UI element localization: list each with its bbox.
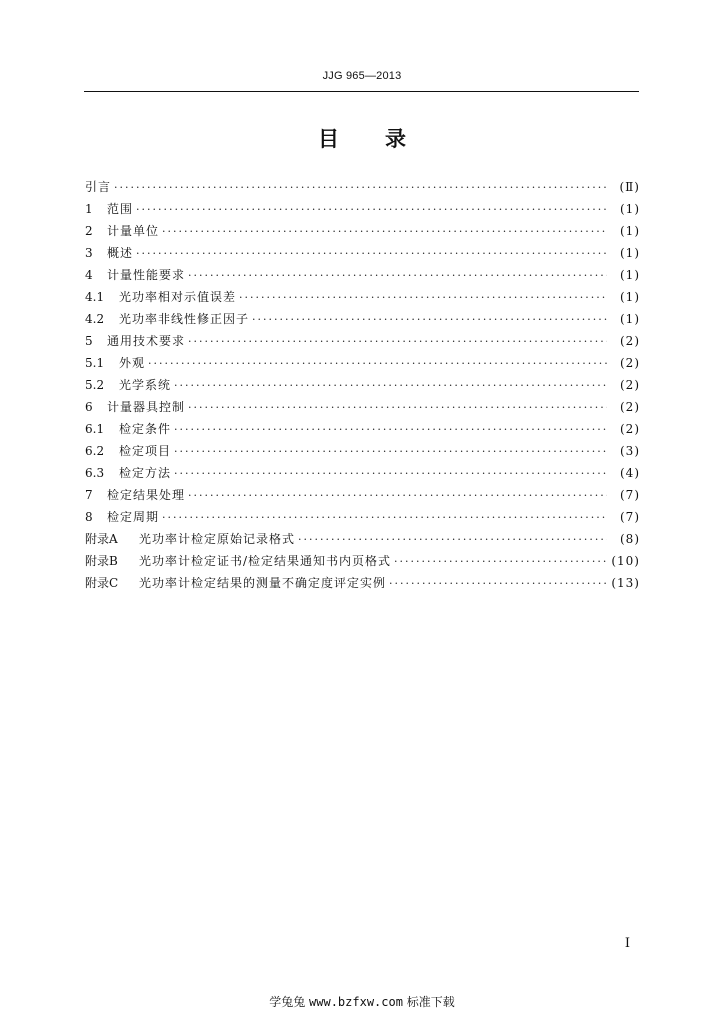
toc-entry[interactable] bbox=[85, 242, 640, 264]
toc-entry-page: (1) bbox=[620, 268, 640, 282]
toc-entry-number: 5.2 bbox=[85, 378, 105, 392]
toc-list bbox=[85, 176, 640, 594]
toc-entry-label: 检定条件 bbox=[119, 422, 172, 436]
toc-entry-page: (1) bbox=[620, 246, 640, 260]
toc-entry-page: (8) bbox=[620, 532, 640, 546]
toc-entry[interactable] bbox=[85, 330, 640, 352]
toc-leader-dots bbox=[174, 419, 607, 441]
toc-entry-page: (2) bbox=[620, 334, 640, 348]
toc-entry-number: 8 bbox=[85, 510, 93, 524]
toc-entry[interactable] bbox=[85, 484, 640, 506]
toc-entry-page: (1) bbox=[620, 202, 640, 216]
toc-entry-label: 范围 bbox=[107, 202, 134, 216]
toc-entry[interactable] bbox=[85, 198, 640, 220]
toc-leader-dots bbox=[162, 507, 607, 529]
toc-entry-page: (2) bbox=[620, 422, 640, 436]
toc-entry-number: 5 bbox=[85, 334, 93, 348]
toc-entry-label: 计量单位 bbox=[107, 224, 160, 238]
toc-entry[interactable] bbox=[85, 264, 640, 286]
toc-entry-label: 概述 bbox=[107, 246, 134, 260]
toc-leader-dots bbox=[394, 551, 607, 573]
toc-leader-dots bbox=[188, 485, 607, 507]
header-rule bbox=[84, 91, 639, 92]
toc-entry-number: 7 bbox=[85, 488, 93, 502]
toc-entry-label: 光功率计检定证书/检定结果通知书内页格式 bbox=[139, 554, 392, 568]
footer-watermark bbox=[0, 993, 724, 1010]
toc-entry[interactable] bbox=[85, 286, 640, 308]
toc-entry-number: 附录C bbox=[85, 576, 119, 590]
toc-entry-label: 引言 bbox=[85, 180, 112, 194]
toc-entry-number: 4.1 bbox=[85, 290, 105, 304]
toc-entry-page: (1) bbox=[620, 224, 640, 238]
toc-entry-page: (4) bbox=[620, 466, 640, 480]
toc-entry-page: (1) bbox=[620, 290, 640, 304]
toc-entry[interactable] bbox=[85, 352, 640, 374]
toc-entry-label: 计量器具控制 bbox=[107, 400, 186, 414]
footer-tagline: 标准下载 bbox=[406, 995, 455, 1009]
toc-entry[interactable] bbox=[85, 418, 640, 440]
toc-leader-dots bbox=[114, 177, 607, 199]
toc-leader-dots bbox=[174, 441, 607, 463]
toc-entry-number: 附录B bbox=[85, 554, 118, 568]
toc-entry-page: (2) bbox=[620, 400, 640, 414]
toc-entry-number: 6.1 bbox=[85, 422, 105, 436]
toc-leader-dots bbox=[188, 331, 607, 353]
toc-entry-label: 检定项目 bbox=[119, 444, 172, 458]
toc-entry-label: 光功率计检定结果的测量不确定度评定实例 bbox=[139, 576, 387, 590]
toc-entry-label: 计量性能要求 bbox=[107, 268, 186, 282]
toc-leader-dots bbox=[136, 243, 607, 265]
toc-entry-number: 1 bbox=[85, 202, 93, 216]
toc-entry-label: 光功率计检定原始记录格式 bbox=[139, 532, 296, 546]
toc-leader-dots bbox=[136, 199, 607, 221]
toc-entry[interactable] bbox=[85, 396, 640, 418]
toc-entry[interactable] bbox=[85, 220, 640, 242]
footer-url[interactable]: www.bzfxw.com bbox=[309, 995, 403, 1009]
toc-entry[interactable] bbox=[85, 374, 640, 396]
toc-entry-label: 检定方法 bbox=[119, 466, 172, 480]
toc-entry-number: 3 bbox=[85, 246, 93, 260]
toc-entry-page: (2) bbox=[620, 378, 640, 392]
toc-leader-dots bbox=[162, 221, 607, 243]
toc-entry-label: 光功率非线性修正因子 bbox=[119, 312, 250, 326]
toc-entry-number: 6.2 bbox=[85, 444, 105, 458]
toc-entry-page: (1) bbox=[620, 312, 640, 326]
toc-entry[interactable] bbox=[85, 506, 640, 528]
toc-leader-dots bbox=[239, 287, 607, 309]
toc-entry-page: (Ⅱ) bbox=[619, 180, 640, 194]
toc-entry-page: (2) bbox=[620, 356, 640, 370]
toc-entry[interactable] bbox=[85, 440, 640, 462]
toc-entry-appendix[interactable] bbox=[85, 550, 640, 572]
toc-leader-dots bbox=[148, 353, 607, 375]
toc-leader-dots bbox=[252, 309, 607, 331]
toc-entry-page: (13) bbox=[611, 576, 640, 590]
standard-code: JJG 965—2013 bbox=[322, 70, 402, 82]
toc-entry-number: 2 bbox=[85, 224, 93, 238]
toc-leader-dots bbox=[188, 397, 607, 419]
toc-leader-dots bbox=[188, 265, 607, 287]
toc-entry-number: 6 bbox=[85, 400, 93, 414]
page-number: I bbox=[624, 936, 630, 951]
toc-entry[interactable] bbox=[85, 308, 640, 330]
toc-entry-number: 4 bbox=[85, 268, 93, 282]
toc-entry-page: (10) bbox=[611, 554, 640, 568]
toc-entry-page: (7) bbox=[620, 488, 640, 502]
toc-title: 目录 bbox=[318, 127, 452, 151]
toc-entry-label: 通用技术要求 bbox=[107, 334, 186, 348]
toc-leader-dots bbox=[174, 375, 607, 397]
toc-entry-appendix[interactable] bbox=[85, 572, 640, 594]
toc-entry-label: 光学系统 bbox=[119, 378, 172, 392]
toc-entry-number: 4.2 bbox=[85, 312, 105, 326]
toc-entry-number: 5.1 bbox=[85, 356, 105, 370]
toc-leader-dots bbox=[174, 463, 607, 485]
toc-entry[interactable] bbox=[85, 462, 640, 484]
toc-entry-label: 检定结果处理 bbox=[107, 488, 186, 502]
toc-entry-label: 外观 bbox=[119, 356, 146, 370]
toc-entry[interactable] bbox=[85, 176, 640, 198]
toc-entry-page: (3) bbox=[620, 444, 640, 458]
toc-entry-page: (7) bbox=[620, 510, 640, 524]
toc-entry-label: 光功率相对示值误差 bbox=[119, 290, 237, 304]
footer-brand: 学兔兔 bbox=[269, 995, 306, 1009]
toc-entry-number: 6.3 bbox=[85, 466, 105, 480]
toc-leader-dots bbox=[389, 573, 607, 595]
toc-entry-label: 检定周期 bbox=[107, 510, 160, 524]
toc-entry-appendix[interactable] bbox=[85, 528, 640, 550]
toc-entry-number: 附录A bbox=[85, 532, 118, 546]
toc-leader-dots bbox=[298, 529, 607, 551]
